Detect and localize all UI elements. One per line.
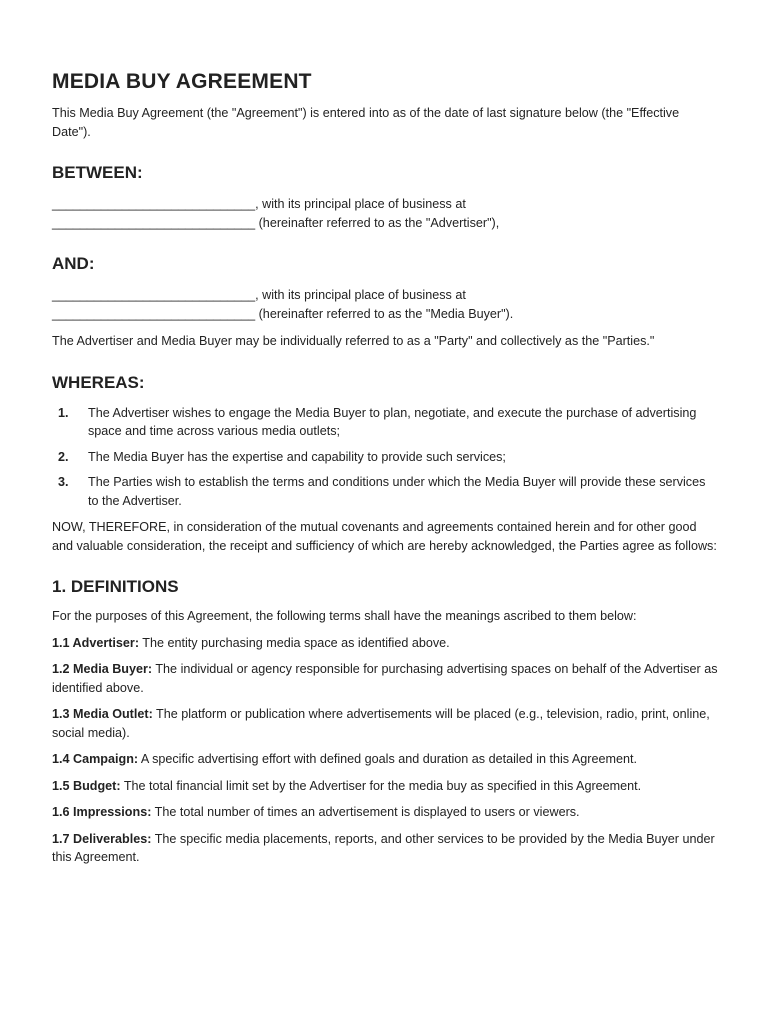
list-number: 1. <box>58 405 69 420</box>
now-therefore-paragraph: NOW, THEREFORE, in consideration of the mutual covenants and agreements contained herein and for other good and valuable consideration, the receipt and sufficiency of which are hereby acknowledged, the Parties agree as follows: <box>52 520 717 553</box>
media-buyer-party-block <box>52 286 718 323</box>
definition-text: The platform or publication where advertisements will be placed (e.g., television, radio, print, online, social media). <box>52 707 710 740</box>
list-number: 3. <box>58 475 69 489</box>
list-text: The Media Buyer has the expertise and capability to provide such services; <box>88 449 506 464</box>
definition-impressions <box>52 803 718 822</box>
advertiser-party-block <box>52 195 718 232</box>
definition-term: 1.1 Advertiser: <box>52 635 140 650</box>
and-heading: AND: <box>52 254 95 273</box>
advertiser-line-2: _____________________________ (hereinafter referred to as the "Advertiser"), <box>52 215 500 230</box>
definition-term: 1.6 Impressions: <box>52 805 152 819</box>
definition-term: 1.4 Campaign: <box>52 752 139 766</box>
advertiser-line-1: _____________________________, with its principal place of business at <box>52 197 466 211</box>
definition-advertiser <box>52 634 718 653</box>
list-item <box>52 473 718 510</box>
list-item <box>52 448 718 467</box>
between-heading: BETWEEN: <box>52 163 143 182</box>
list-item <box>52 404 718 441</box>
definitions-heading: 1. DEFINITIONS <box>52 577 179 596</box>
definitions-intro: For the purposes of this Agreement, the following terms shall have the meanings ascribed to them below: <box>52 609 637 623</box>
parties-definition: The Advertiser and Media Buyer may be individually referred to as a "Party" and collectively as the "Parties." <box>52 334 655 348</box>
document-title: MEDIA BUY AGREEMENT <box>52 70 312 93</box>
definition-media-outlet <box>52 705 718 742</box>
definition-text: The total number of times an advertisement is displayed to users or viewers. <box>151 805 580 819</box>
definition-text: The specific media placements, reports, and other services to be provided by the Media Buyer under this Agreement. <box>52 831 715 864</box>
list-number: 2. <box>58 449 69 464</box>
definition-campaign <box>52 750 718 769</box>
whereas-heading: WHEREAS: <box>52 372 145 392</box>
definition-term: 1.7 Deliverables: <box>52 831 152 846</box>
definition-text: The total financial limit set by the Advertiser for the media buy as specified in this Agreement. <box>120 778 642 793</box>
intro-paragraph: This Media Buy Agreement (the "Agreement") is entered into as of the date of last signature below (the "Effective Date"). <box>52 106 680 139</box>
definition-term: 1.3 Media Outlet: <box>52 707 153 721</box>
definition-term: 1.5 Budget: <box>52 778 121 793</box>
media-buyer-line-1: _____________________________, with its principal place of business at <box>52 288 466 302</box>
definition-media-buyer <box>52 660 718 697</box>
list-text: The Advertiser wishes to engage the Media Buyer to plan, negotiate, and execute the purchase of advertising space and time across various media outlets; <box>88 405 697 438</box>
whereas-list <box>52 404 718 511</box>
definition-term: 1.2 Media Buyer: <box>52 662 153 676</box>
definition-budget <box>52 777 718 796</box>
list-text: The Parties wish to establish the terms and conditions under which the Media Buyer will provide these services to the Advertiser. <box>88 475 706 508</box>
media-buyer-line-2: _____________________________ (hereinafter referred to as the "Media Buyer"). <box>52 306 514 321</box>
definition-text: A specific advertising effort with defined goals and duration as detailed in this Agreement. <box>138 752 638 766</box>
definition-text: The entity purchasing media space as identified above. <box>139 635 450 650</box>
definition-text: The individual or agency responsible for purchasing advertising spaces on behalf of the Advertiser as identified above. <box>52 662 718 695</box>
definition-deliverables <box>52 830 718 867</box>
